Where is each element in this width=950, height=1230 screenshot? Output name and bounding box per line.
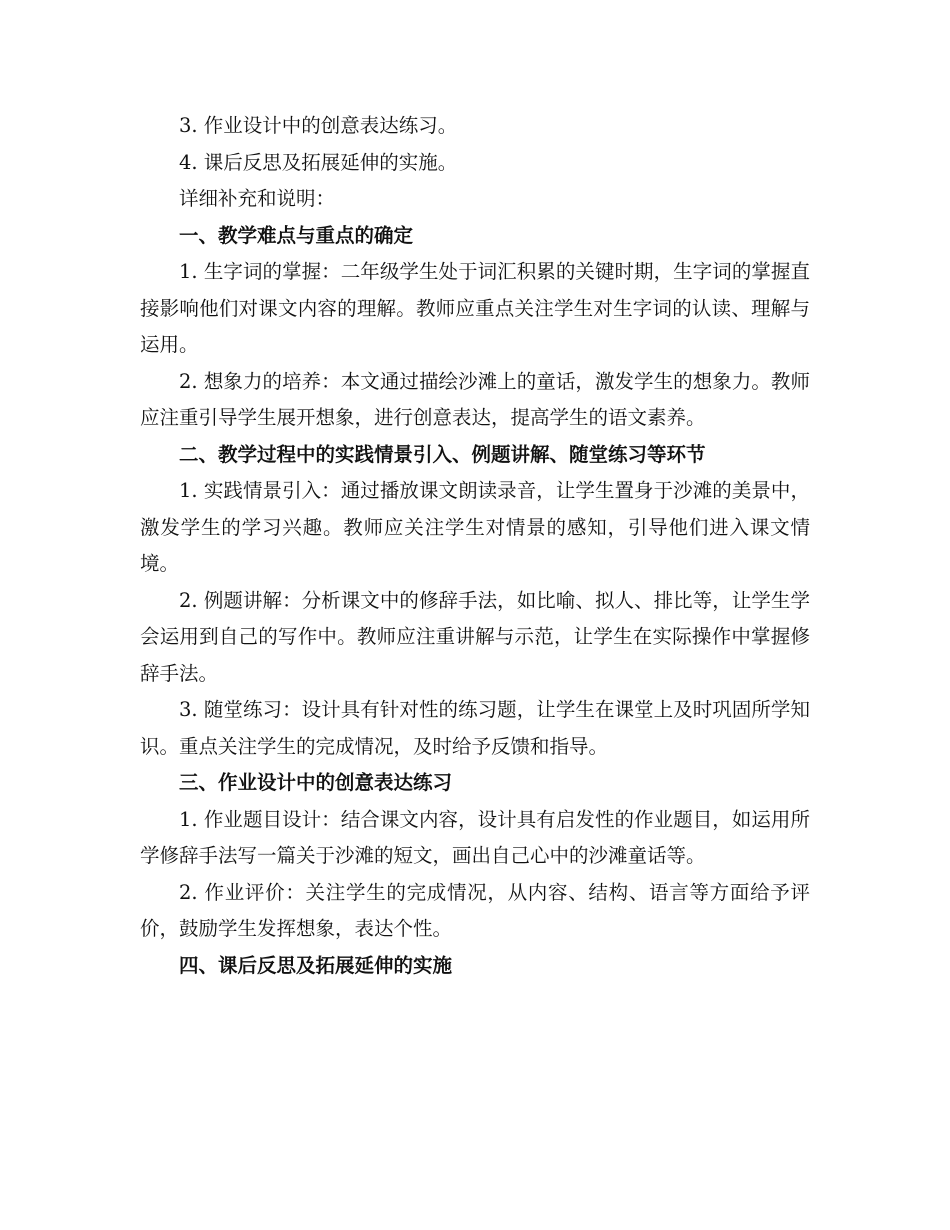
section-1-paragraph-1: 1. 生字词的掌握：二年级学生处于词汇积累的关键时期，生字词的掌握直接影响他们对课文内容的理解。教师应重点关注学生对生字词的认读、理解与运用。 [140, 260, 810, 356]
section-2-heading: 二、教学过程中的实践情景引入、例题讲解、随堂练习等环节 [179, 442, 706, 466]
supplement-label: 详细补充和说明： [179, 187, 336, 210]
section-3-paragraph-1: 1. 作业题目设计：结合课文内容，设计具有启发性的作业题目，如运用所学修辞手法写一篇关于沙滩的短文，画出自己心中的沙滩童话等。 [140, 807, 810, 867]
section-2-paragraph-3: 3. 随堂练习：设计具有针对性的练习题，让学生在课堂上及时巩固所学知识。重点关注学生的完成情况，及时给予反馈和指导。 [140, 698, 810, 758]
intro-item-3: 3. 作业设计中的创意表达练习。 [179, 114, 458, 137]
section-1-heading: 一、教学难点与重点的确定 [179, 223, 414, 247]
intro-item-4: 4. 课后反思及拓展延伸的实施。 [179, 150, 458, 174]
section-4-heading: 四、课后反思及拓展延伸的实施 [179, 953, 453, 977]
section-1-paragraph-2: 2. 想象力的培养：本文通过描绘沙滩上的童话，激发学生的想象力。教师应注重引导学生展开想象，进行创意表达，提高学生的语文素养。 [140, 369, 810, 429]
section-2-paragraph-1: 1. 实践情景引入：通过播放课文朗读录音，让学生置身于沙滩的美景中，激发学生的学习兴趣。教师应关注学生对情景的感知，引导他们进入课文情境。 [140, 479, 810, 575]
section-3-paragraph-2: 2. 作业评价：关注学生的完成情况，从内容、结构、语言等方面给予评价，鼓励学生发挥想象，表达个性。 [140, 880, 810, 940]
section-3-heading: 三、作业设计中的创意表达练习 [179, 771, 453, 794]
section-2-paragraph-2: 2. 例题讲解：分析课文中的修辞手法，如比喻、拟人、排比等，让学生学会运用到自己的写作中。教师应注重讲解与示范，让学生在实际操作中掌握修辞手法。 [140, 588, 810, 685]
document-page [140, 108, 810, 984]
